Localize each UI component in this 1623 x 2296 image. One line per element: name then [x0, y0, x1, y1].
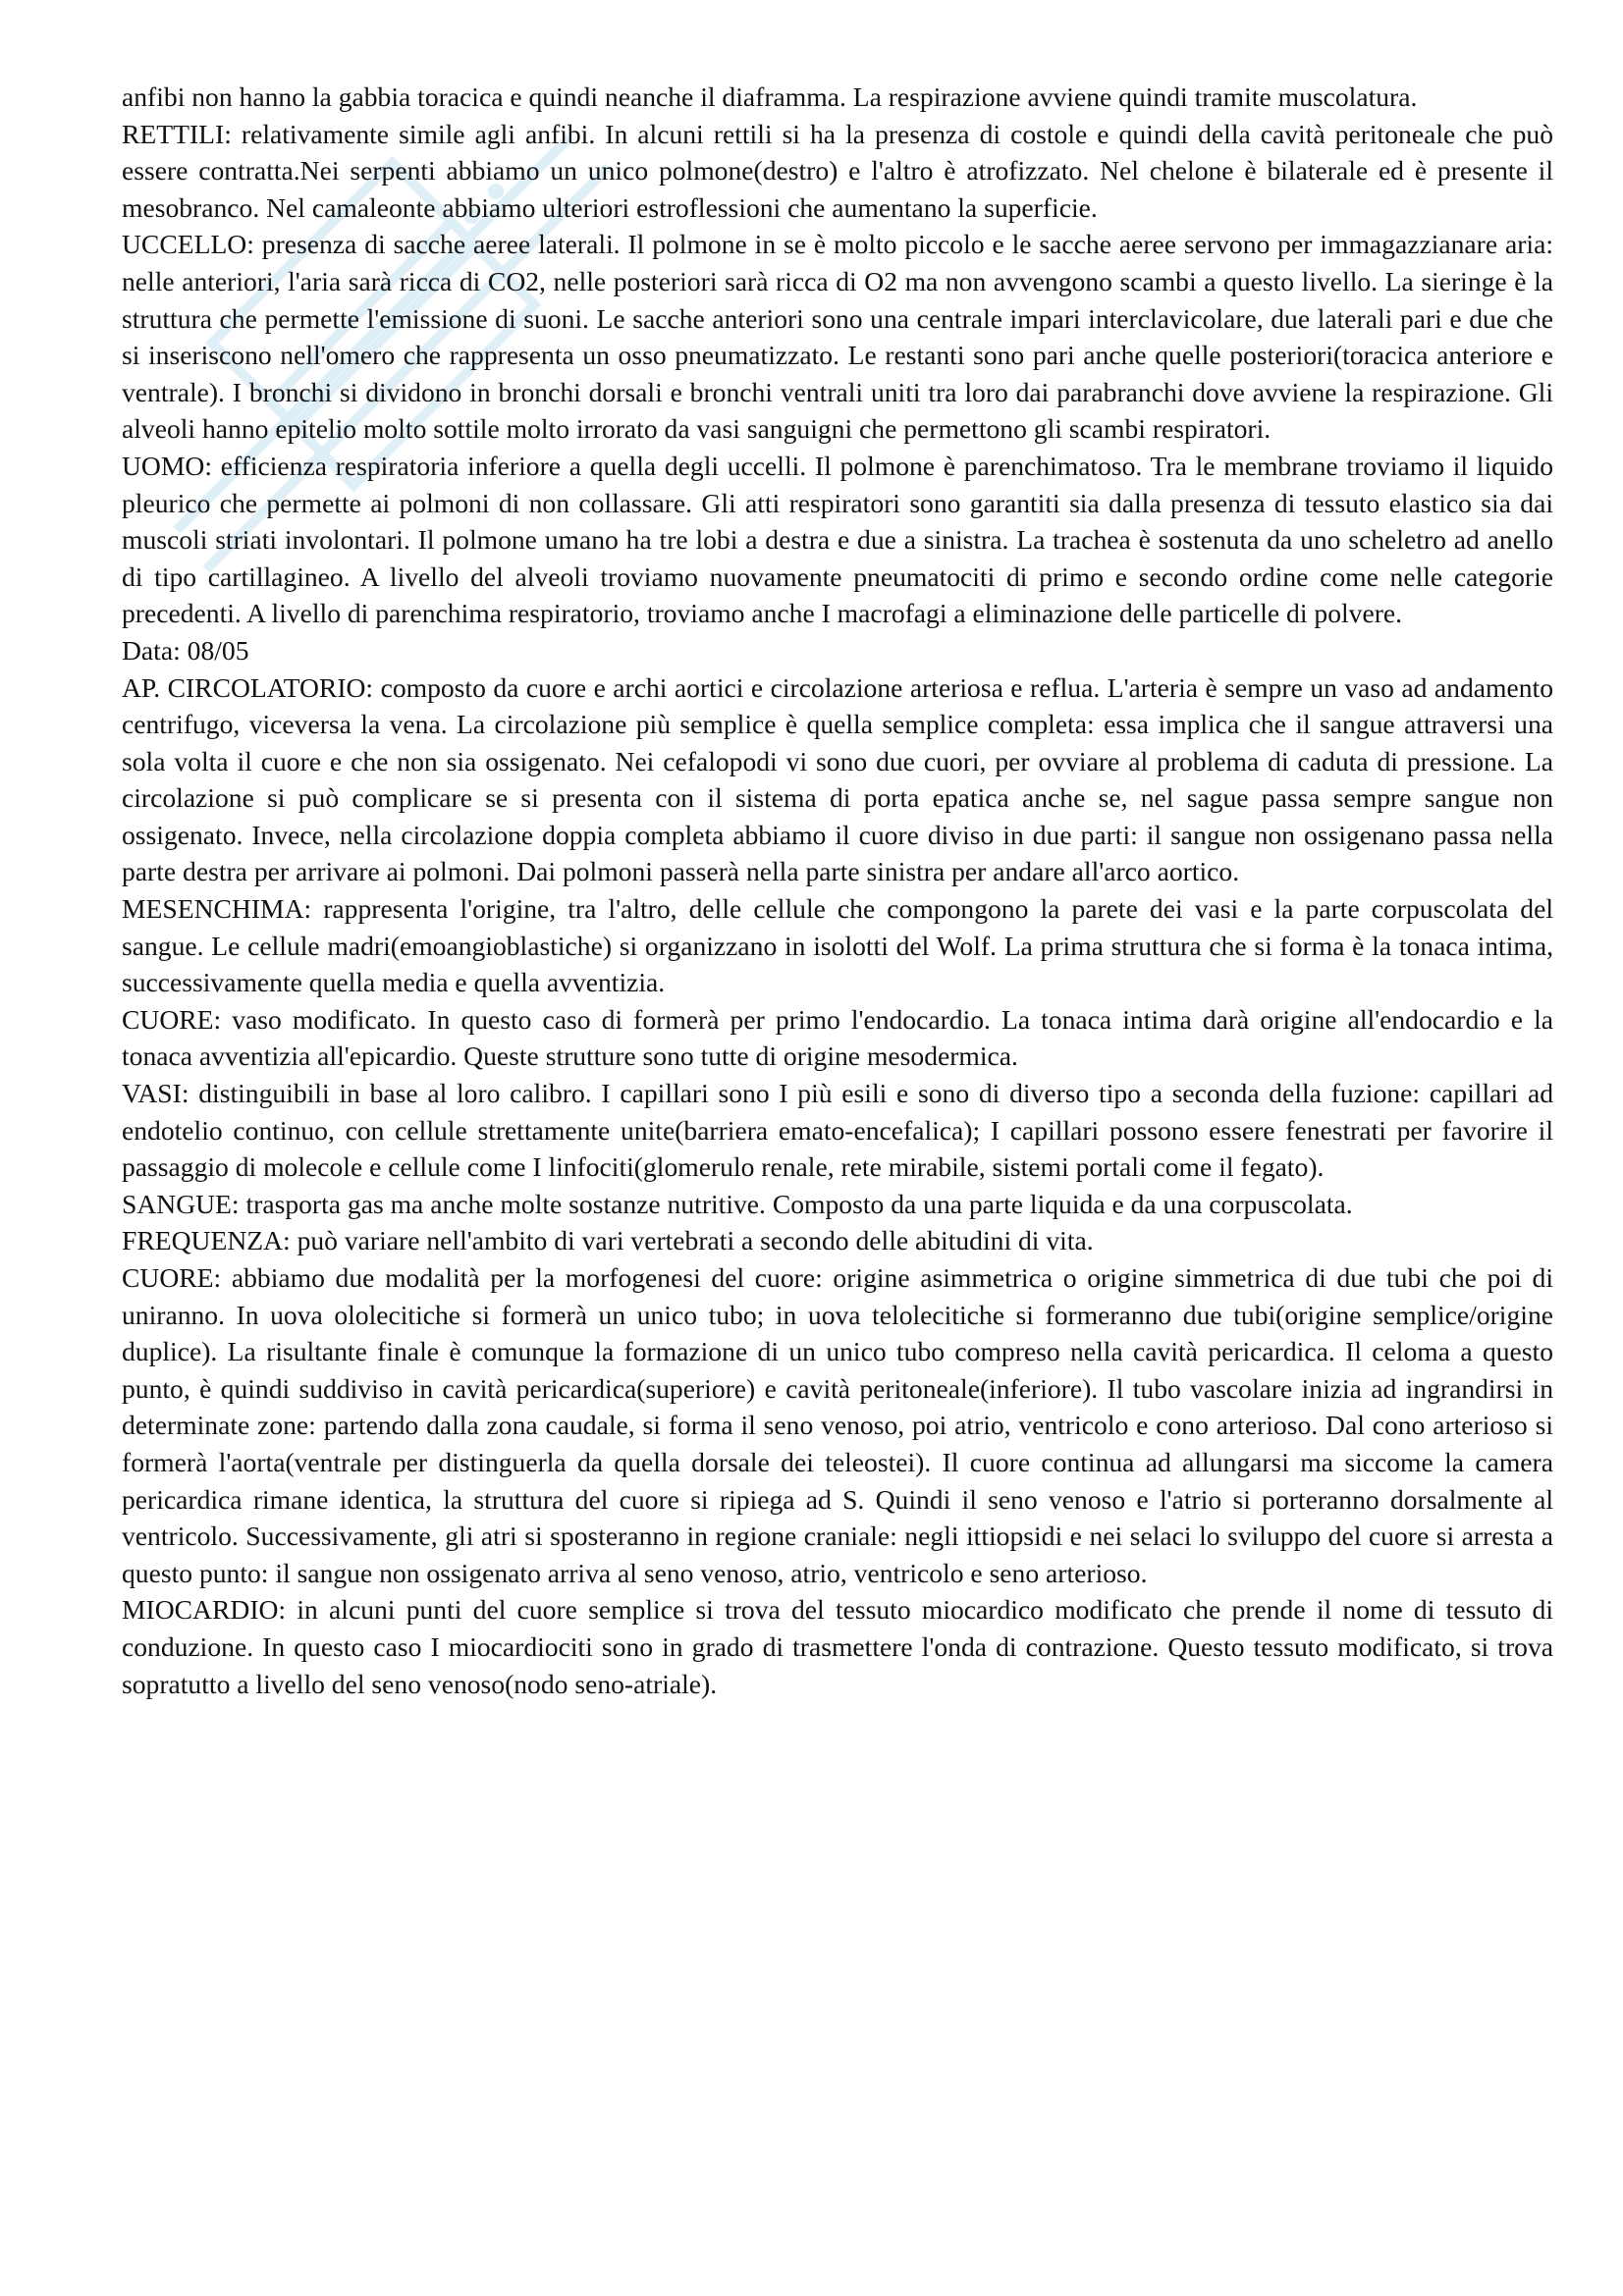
paragraph-sangue: SANGUE: trasporta gas ma anche molte sostanze nutritive. Composto da una parte liquida e da una corpuscolata.: [122, 1188, 1353, 1219]
document-body: [122, 79, 1553, 1702]
paragraph-cuore-vaso: CUORE: vaso modificato. In questo caso di formerà per primo l'endocardio. La tonaca intima darà origine all'endocardio e la tonaca avventizia all'epicardio. Queste strutture sono tutte di origine mesodermica.: [122, 1003, 1553, 1072]
paragraph-uomo: UOMO: efficienza respiratoria inferiore a quella degli uccelli. Il polmone è parenchimatoso. Tra le membrane troviamo il liquido pleurico che permette ai polmoni di non collassare. Gli atti respiratori sono garantiti sia dalla presenza di tessuto elastico sia dai muscoli striati involontari. Il polmone umano ha tre lobi a destra e due a sinistra. La trachea è sostenuta da uno scheletro ad anello di tipo cartillagineo. A livello del alveoli troviamo nuovamente pneumatociti di primo e secondo ordine come nelle categorie precedenti. A livello di parenchima respiratorio, troviamo anche I macrofagi a eliminazione delle particelle di polvere.: [122, 450, 1553, 629]
paragraph-uccello: UCCELLO: presenza di sacche aeree laterali. Il polmone in se è molto piccolo e le sacche aeree servono per immagazzianare aria: nelle anteriori, l'aria sarà ricca di CO2, nelle posteriori sarà ricca di O2 ma non avvengono scambi a questo livello. La sieringe è la struttura che permette l'emissione di suoni. Le sacche anteriori sono una centrale impari interclavicolare, due laterali pari e due che si inseriscono nell'omero che rappresenta un osso pneumatizzato. Le restanti sono pari anche quelle posteriori(toracica anteriore e ventrale). I bronchi si dividono in bronchi dorsali e bronchi ventrali uniti tra loro dai parabranchi dove avviene la respirazione. Gli alveoli hanno epitelio molto sottile molto irrorato da vasi sanguigni che permettono gli scambi respiratori.: [122, 229, 1553, 445]
date-line: Data: 08/05: [122, 634, 249, 666]
paragraph-miocardio: MIOCARDIO: in alcuni punti del cuore semplice si trova del tessuto miocardico modificato che prende il nome di tessuto di conduzione. In questo caso I miocardiociti sono in grado di trasmettere l'onda di contrazione. Questo tessuto modificato, si trova sopratutto a livello del seno venoso(nodo seno-atriale).: [122, 1594, 1553, 1699]
paragraph-anfibi: anfibi non hanno la gabbia toracica e quindi neanche il diaframma. La respirazione avviene quindi tramite muscolatura.: [122, 81, 1418, 112]
paragraph-cuore-morfogenesi: CUORE: abbiamo due modalità per la morfogenesi del cuore: origine asimmetrica o origine simmetrica di due tubi che poi di uniranno. In uova ololecitiche si formerà un unico tubo; in uova telolecitiche si formeranno due tubi(origine semplice/origine duplice). La risultante finale è comunque la formazione di un unico tubo compreso nella cavità pericardica. Il celoma a questo punto, è quindi suddiviso in cavità pericardica(superiore) e cavità peritoneale(inferiore). Il tubo vascolare inizia ad ingrandirsi in determinate zone: partendo dalla zona caudale, si forma il seno venoso, poi atrio, ventricolo e cono arterioso. Dal cono arterioso si formerà l'aorta(ventrale per distinguerla da quella dorsale dei teleostei). Il cuore continua ad allungarsi ma siccome la camera pericardica rimane identica, la struttura del cuore si ripiega ad S. Quindi il seno venoso e l'atrio si porteranno dorsalmente al ventricolo. Successivamente, gli atri si sposteranno in regione craniale: negli ittiopsidi e nei selaci lo sviluppo del cuore si arresta a questo punto: il sangue non ossigenato arriva al seno venoso, atrio, ventricolo e seno arterioso.: [122, 1262, 1553, 1588]
paragraph-vasi: VASI: distinguibili in base al loro calibro. I capillari sono I più esili e sono di diverso tipo a seconda della fuzione: capillari ad endotelio continuo, con cellule strettamente unite(barriera emato-encefalica); I capillari possono essere fenestrati per favorire il passaggio di molecole e cellule come I linfociti(glomerulo renale, rete mirabile, sistemi portali come il fegato).: [122, 1078, 1553, 1183]
paragraph-ap-circolatorio: AP. CIRCOLATORIO: composto da cuore e archi aortici e circolazione arteriosa e reflua. L'arteria è sempre un vaso ad andamento centrifugo, viceversa la vena. La circolazione più semplice è quella semplice completa: essa implica che il sangue attraversi una sola volta il cuore e che non sia ossigenato. Nei cefalopodi vi sono due cuori, per ovviare al problema di caduta di pressione. La circolazione si può complicare se si presenta con il sistema di porta epatica anche se, nel sague passa sempre sangue non ossigenato. Invece, nella circolazione doppia completa abbiamo il cuore diviso in due parti: il sangue non ossigenano passa nella parte destra per arrivare ai polmoni. Dai polmoni passerà nella parte sinistra per andare all'arco aortico.: [122, 671, 1553, 887]
paragraph-mesenchima: MESENCHIMA: rappresenta l'origine, tra l'altro, delle cellule che compongono la parete dei vasi e la parte corpuscolata del sangue. Le cellule madri(emoangioblastiche) si organizzano in isolotti del Wolf. La prima struttura che si forma è la tonaca intima, successivamente quella media e quella avventizia.: [122, 893, 1553, 998]
paragraph-frequenza: FREQUENZA: può variare nell'ambito di vari vertebrati a secondo delle abitudini di vita.: [122, 1225, 1094, 1256]
paragraph-rettili: RETTILI: relativamente simile agli anfibi. In alcuni rettili si ha la presenza di costole e quindi della cavità peritoneale che può essere contratta.Nei serpenti abbiamo un unico polmone(destro) e l'altro è atrofizzato. Nel chelone è bilaterale ed è presente il mesobranco. Nel camaleonte abbiamo ulteriori estroflessioni che aumentano la superficie.: [122, 118, 1553, 223]
